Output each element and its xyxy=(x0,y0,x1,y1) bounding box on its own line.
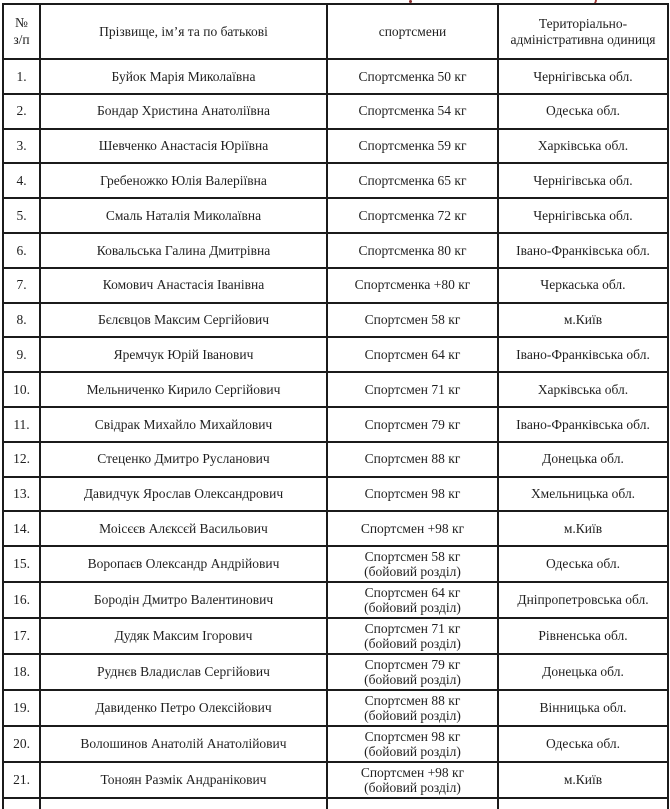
cell-category xyxy=(327,198,498,233)
cell-name: Дудяк Максим Ігорович xyxy=(40,618,327,654)
cell-num: 16. xyxy=(3,582,40,618)
cell-num: 12. xyxy=(3,442,40,477)
cell-category xyxy=(327,477,498,512)
category-line: Спортсмен +98 кг xyxy=(360,764,465,780)
cell-region: Івано-Франківська обл. xyxy=(498,233,668,268)
category-line: (бойовий розділ) xyxy=(364,708,461,724)
cell-num: 5. xyxy=(3,198,40,233)
category-line: Спортсменка 50 кг xyxy=(358,68,467,84)
category-line: Спортсмен 98 кг xyxy=(364,728,461,744)
col-header-name: Прізвище, ім’я та по батькові xyxy=(40,4,327,59)
table-row xyxy=(3,690,668,726)
cell-category xyxy=(327,372,498,407)
header-number-line: № xyxy=(15,14,28,30)
cell-num: 11. xyxy=(3,407,40,442)
cell-num: 1. xyxy=(3,59,40,94)
category-line: Спортсмен 64 кг xyxy=(364,347,461,363)
col-header-region: Територіально-адміністративна одиниця xyxy=(498,4,668,59)
cell-region: Донецька обл. xyxy=(498,442,668,477)
cell-name: Бондар Христина Анатоліївна xyxy=(40,94,327,129)
cell-num: 6. xyxy=(3,233,40,268)
cell-category xyxy=(327,59,498,94)
cell-num xyxy=(3,798,40,809)
cell-category xyxy=(327,94,498,129)
table-row xyxy=(3,233,668,268)
category-line: Спортсмен 88 кг xyxy=(364,692,461,708)
cell-category xyxy=(327,726,498,762)
cell-category xyxy=(327,407,498,442)
category-line: Спортсменка 59 кг xyxy=(358,138,467,154)
cell-num: 18. xyxy=(3,654,40,690)
cell-region: Рівненська обл. xyxy=(498,618,668,654)
cell-name: Смаль Наталія Миколаївна xyxy=(40,198,327,233)
cell-num: 2. xyxy=(3,94,40,129)
cell-num: 8. xyxy=(3,303,40,338)
table-row xyxy=(3,442,668,477)
category-line: Спортсмен +98 кг xyxy=(360,521,465,536)
header-row xyxy=(3,4,668,59)
cell-category xyxy=(327,442,498,477)
cell-region: Дніпропетровська обл. xyxy=(498,582,668,618)
category-line: Спортсменка 65 кг xyxy=(358,173,467,189)
table-row xyxy=(3,94,668,129)
cell-name: Воропаєв Олександр Андрійович xyxy=(40,546,327,582)
cell-category xyxy=(327,546,498,582)
cell-num: 20. xyxy=(3,726,40,762)
cell-category xyxy=(327,618,498,654)
category-line: (бойовий розділ) xyxy=(364,672,461,688)
cell-region: Одеська обл. xyxy=(498,726,668,762)
cell-name: Мельниченко Кирило Сергійович xyxy=(40,372,327,407)
category-line: Спортсменка 80 кг xyxy=(358,242,467,258)
cell-name: Буйок Марія Миколаївна xyxy=(40,59,327,94)
cell-category xyxy=(327,762,498,798)
col-header-category: спортсмени xyxy=(327,4,498,59)
cell-region: Харківська обл. xyxy=(498,372,668,407)
cell-name: Ковальська Галина Дмитрівна xyxy=(40,233,327,268)
cell-name: Моісєєв Алєксєй Васильович xyxy=(40,511,327,546)
table-row xyxy=(3,654,668,690)
table-row xyxy=(3,129,668,164)
athletes-table xyxy=(2,3,669,809)
cell-name: Свідрак Михайло Михайлович xyxy=(40,407,327,442)
table-row xyxy=(3,163,668,198)
table-header xyxy=(3,4,668,59)
cell-category xyxy=(327,582,498,618)
cell-name: Шевченко Анастасія Юріївна xyxy=(40,129,327,164)
cell-region: Донецька обл. xyxy=(498,654,668,690)
cell-num: 10. xyxy=(3,372,40,407)
category-line: Спортсмен 98 кг xyxy=(364,486,461,502)
table-row xyxy=(3,726,668,762)
cell-category xyxy=(327,690,498,726)
cell-name xyxy=(40,798,327,809)
header-number-line: з/п xyxy=(13,31,30,47)
category-line: Спортсменка 54 кг xyxy=(358,103,467,119)
cell-category xyxy=(327,233,498,268)
table-row xyxy=(3,303,668,338)
category-line: Спортсмен 88 кг xyxy=(364,451,461,467)
table-row xyxy=(3,198,668,233)
cell-name: Яремчук Юрій Іванович xyxy=(40,337,327,372)
cell-region: Харківська обл. xyxy=(498,129,668,164)
cell-name: Давидчук Ярослав Олександрович xyxy=(40,477,327,512)
table-row-partial xyxy=(3,798,668,809)
cell-name: Гребеножко Юлія Валеріївна xyxy=(40,163,327,198)
category-line: (бойовий розділ) xyxy=(364,744,461,760)
cell-category xyxy=(327,163,498,198)
cell-num: 17. xyxy=(3,618,40,654)
table-row xyxy=(3,268,668,303)
cell-category xyxy=(327,129,498,164)
cell-region: Івано-Франківська обл. xyxy=(498,337,668,372)
category-line: Спортсменка 72 кг xyxy=(358,207,467,223)
cell-region: м.Київ xyxy=(498,511,668,546)
cell-num: 7. xyxy=(3,268,40,303)
cell-region: Чернігівська обл. xyxy=(498,59,668,94)
category-line: (бойовий розділ) xyxy=(364,780,461,796)
cell-region: Івано-Франківська обл. xyxy=(498,407,668,442)
cell-num: 9. xyxy=(3,337,40,372)
category-line: (бойовий розділ) xyxy=(364,600,461,616)
cell-region: Черкаська обл. xyxy=(498,268,668,303)
cell-region: Одеська обл. xyxy=(498,94,668,129)
cell-region: Вінницька обл. xyxy=(498,690,668,726)
cell-region: м.Київ xyxy=(498,303,668,338)
cell-name: Комович Анастасія Іванівна xyxy=(40,268,327,303)
category-line: Спортсмен 64 кг xyxy=(364,584,461,600)
table-row xyxy=(3,762,668,798)
cell-category xyxy=(327,654,498,690)
cell-num: 15. xyxy=(3,546,40,582)
cell-name: Руднєв Владислав Сергійович xyxy=(40,654,327,690)
cell-num: 3. xyxy=(3,129,40,164)
cell-category xyxy=(327,303,498,338)
cell-name: Давиденко Петро Олексійович xyxy=(40,690,327,726)
table-row xyxy=(3,511,668,546)
cell-category xyxy=(327,511,498,546)
cell-name: Тоноян Размік Андранікович xyxy=(40,762,327,798)
table-row xyxy=(3,372,668,407)
cell-region: Чернігівська обл. xyxy=(498,163,668,198)
cell-region: Чернігівська обл. xyxy=(498,198,668,233)
table-row xyxy=(3,337,668,372)
table-row xyxy=(3,546,668,582)
category-line: Спортсменка +80 кг xyxy=(354,277,471,293)
cell-category xyxy=(327,268,498,303)
cell-category xyxy=(327,798,498,809)
cell-num: 14. xyxy=(3,511,40,546)
cell-region: м.Київ xyxy=(498,762,668,798)
cell-region: Одеська обл. xyxy=(498,546,668,582)
table-body xyxy=(3,59,668,798)
cut-off-next-row xyxy=(3,798,668,809)
cell-region: Хмельницька обл. xyxy=(498,477,668,512)
category-line: (бойовий розділ) xyxy=(364,564,461,580)
table-row xyxy=(3,59,668,94)
cell-name: Бєлєвцов Максим Сергійович xyxy=(40,303,327,338)
category-line: Спортсмен 79 кг xyxy=(364,656,461,672)
category-line: Спортсмен 79 кг xyxy=(364,416,461,432)
cell-num: 19. xyxy=(3,690,40,726)
table-row xyxy=(3,582,668,618)
cell-category xyxy=(327,337,498,372)
cell-num: 4. xyxy=(3,163,40,198)
col-header-number xyxy=(3,4,40,59)
category-line: (бойовий розділ) xyxy=(364,636,461,652)
cell-name: Стеценко Дмитро Русланович xyxy=(40,442,327,477)
category-line: Спортсмен 71 кг xyxy=(364,620,461,636)
category-line: Спортсмен 71 кг xyxy=(364,381,461,397)
cell-name: Бородін Дмитро Валентинович xyxy=(40,582,327,618)
table-row xyxy=(3,407,668,442)
category-line: Спортсмен 58 кг xyxy=(364,312,461,328)
table-row xyxy=(3,618,668,654)
cell-region xyxy=(498,798,668,809)
cell-name: Волошинов Анатолій Анатолійович xyxy=(40,726,327,762)
category-line: Спортсмен 58 кг xyxy=(364,548,461,564)
cell-num: 13. xyxy=(3,477,40,512)
table-row xyxy=(3,477,668,512)
cell-num: 21. xyxy=(3,762,40,798)
